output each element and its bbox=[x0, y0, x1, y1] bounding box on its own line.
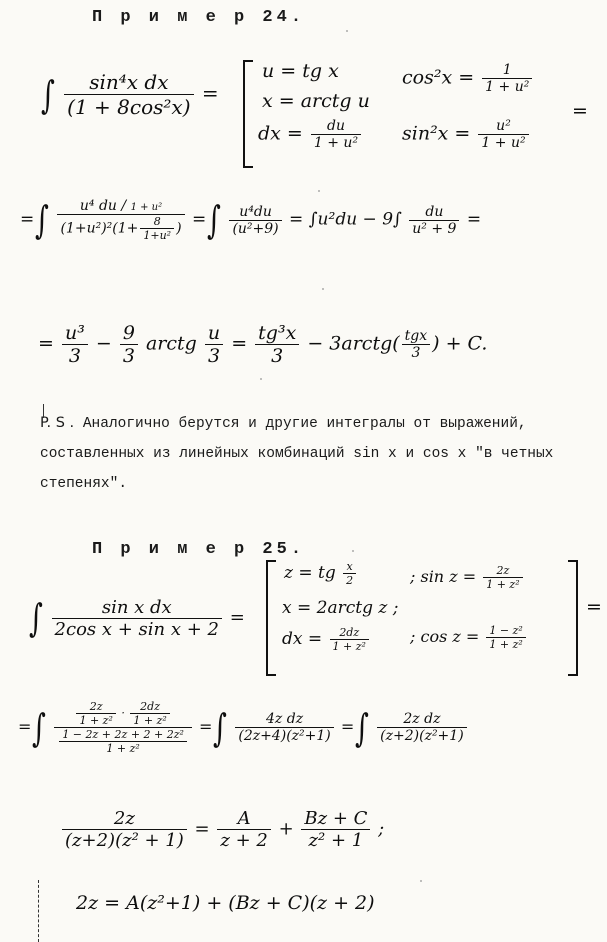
subst-dx: dx = $\frac{du}{\text{1 + u²}}$ bbox=[258, 118, 363, 151]
substitution-bracket-25 bbox=[266, 560, 276, 676]
margin-tick bbox=[43, 404, 44, 418]
substitution-bracket-25-right bbox=[568, 560, 578, 676]
sin-identity: sin²x = $\frac{\text{u²}}{\text{1 + u²}}$ bbox=[402, 118, 531, 151]
cos-identity: cos²x = $\frac{1}{\text{1 + u²}}$ bbox=[402, 62, 534, 95]
substitution-bracket bbox=[243, 60, 253, 168]
subst-x: x = arctg u bbox=[262, 90, 370, 112]
scan-speck bbox=[346, 30, 348, 32]
ps-note bbox=[40, 408, 600, 499]
subst-dx-25: dx = $\frac{2dz}{\text{1 + z²}}$ bbox=[282, 626, 371, 653]
scan-speck bbox=[318, 190, 320, 192]
sin-identity-25: ; sin z = $\frac{2z}{\text{1 + z²}}$ bbox=[410, 564, 525, 591]
example-25-integral: ∫ $\frac{\text{sin x dx}}{\text{2cos x + sin x + 2}}$ = bbox=[28, 596, 245, 640]
scan-speck bbox=[260, 378, 262, 380]
subst-z: z = tg $\frac{x}{2}$ bbox=[284, 560, 358, 587]
margin-mark bbox=[38, 880, 39, 942]
cos-identity-25: ; cos z = $\frac{\text{1 − z²}}{\text{1 + z²}}$ bbox=[410, 624, 528, 651]
equals-sign: = bbox=[572, 100, 588, 122]
integrand-fraction: $\frac{\text{sin⁴x dx}}{\text{(1 + 8cos²x)}}$ bbox=[64, 70, 193, 119]
subst-u: u = tg x bbox=[262, 60, 339, 82]
ps-text: Аналогично берутся и другие интегралы от выражений, составленных из линейных комбинаций sin x и cos x "в четных степенях". bbox=[40, 416, 554, 492]
equals-sign-25: = bbox=[586, 596, 602, 618]
integral-sign: ∫ bbox=[40, 72, 55, 117]
example-25-line-2: =∫ $\frac{2z}{\text{1 + z²}}$ · $\frac{2dz}{\text{1 + z²}}$ $\frac{\text{1 − 2z + 2z + 2 + 2z²}}{\text{1 + z²}}$ =∫ $\frac{\text{4z dz}}{\text{(2z+4)(z²+1)}}$ =∫ $\frac{\text{2z dz}}{\text{(z+2)(z²+1)}}$ bbox=[18, 700, 588, 755]
example-24-line-2: =∫ u⁴ du / 1 + u² (1+u²)²(1+ $\frac{8}{\text{1+u²}}$ ) =∫ $\frac{\text{u⁴du}}{\text{(u²+9)}}$ = ∫u²du − 9∫ $\frac{du}{\text{u² + 9}}$ = bbox=[20, 198, 482, 242]
scan-speck bbox=[420, 880, 422, 882]
scan-speck bbox=[322, 288, 324, 290]
example-25-heading: П р и м е р 25. bbox=[92, 540, 306, 559]
partial-fractions: $\frac{2z}{\text{(z+2)(z² + 1)}}$ = $\frac{A}{z + 2}$ + $\frac{Bz + C}{\text{z² + 1}}$ ; bbox=[60, 808, 607, 851]
ps-label: P. S . bbox=[40, 415, 75, 431]
nested-fraction: u⁴ du / 1 + u² (1+u²)²(1+ $\frac{8}{\text{1+u²}}$ ) bbox=[57, 198, 184, 242]
complex-fraction: $\frac{2z}{\text{1 + z²}}$ · $\frac{2dz}{\text{1 + z²}}$ $\frac{\text{1 − 2z + 2z + 2 + 2z²}}{\text{1 + z²}}$ bbox=[54, 700, 192, 755]
subst-x-25: x = 2arctg z ; bbox=[282, 598, 399, 618]
scan-speck bbox=[352, 550, 354, 552]
example-24-line-3: = $\frac{\text{u³}}{3}$ − $\frac{9}{3}$ arctg $\frac{u}{3}$ = $\frac{\text{tg³x}}{3}$ − 3arctg( $\frac{\text{tgx}}{3}$ ) + C. bbox=[38, 322, 488, 367]
final-equation: 2z = A(z²+1) + (Bz + C)(z + 2) bbox=[76, 892, 375, 914]
example-24-integral: ∫ $\frac{\text{sin⁴x dx}}{\text{(1 + 8cos²x)}}$ = bbox=[40, 70, 219, 119]
example-24-heading: П р и м е р 24. bbox=[92, 8, 306, 27]
